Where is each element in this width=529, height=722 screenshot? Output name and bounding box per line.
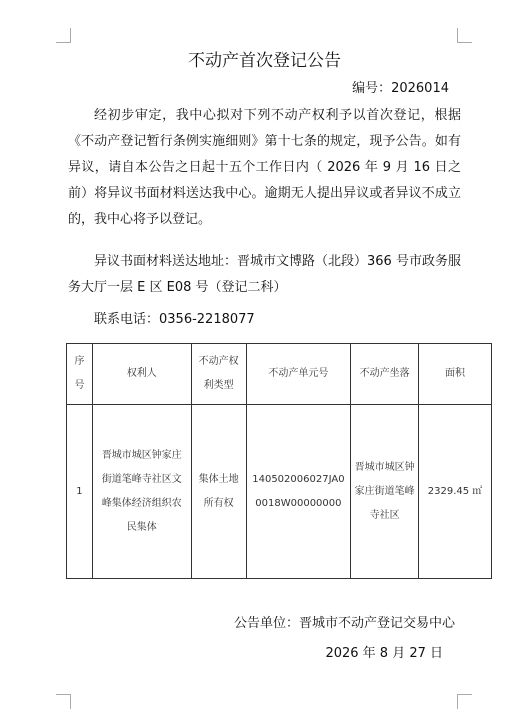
crop-mark-bottom-left: [56, 694, 71, 709]
property-table: [66, 343, 492, 579]
header-unit-number: 不动产单元号: [246, 344, 351, 405]
issuing-organization: 公告单位：晋城市不动产登记交易中心: [233, 616, 455, 631]
document-title: 不动产首次登记公告: [188, 51, 341, 71]
header-location: 不动产坐落: [351, 344, 419, 405]
body-paragraph-phone: 联系电话：0356-2218077: [94, 312, 255, 327]
body-paragraph-notice: 经初步审定，我中心拟对下列不动产权利予以首次登记，根据《不动产登记暂行条例实施细则》第十七条的规定，现予公告。如有异议，请自本公告之日起十五个工作日内（ 2026 年 9 月 16 日之前）将异议书面材料送达我中心。逾期无人提出异议或者异议不成立的，我中心将予以登记。: [68, 108, 461, 227]
cell-location: 晋城市城区钟家庄街道笔峰寺社区: [351, 405, 419, 579]
cell-right-holder: 晋城市城区钟家庄街道笔峰寺社区文峰集体经济组织农民集体: [92, 405, 191, 579]
header-right-type: 不动产权利类型: [191, 344, 246, 405]
header-area: 面积: [419, 344, 492, 405]
cell-unit-number: 140502006027JA00018W00000000: [246, 405, 351, 579]
cell-right-type: 集体土地所有权: [191, 405, 246, 579]
crop-mark-top-right: [457, 28, 472, 43]
header-right-holder: 权利人: [92, 344, 191, 405]
crop-mark-top-left: [56, 28, 71, 43]
serial-number: 编号：2026014: [352, 81, 449, 96]
body-paragraph-address: 异议书面材料送达地址：晋城市文博路（北段）366 号市政务服务大厅一层 E 区 E08 号（登记二科）: [68, 254, 461, 295]
table-row: [67, 405, 492, 579]
header-index: 序号: [67, 344, 93, 405]
cell-index: 1: [67, 405, 93, 579]
crop-mark-bottom-right: [457, 694, 472, 709]
cell-area: 2329.45 ㎡: [419, 405, 492, 579]
table-header-row: [67, 344, 492, 405]
issue-date: 2026 年 8 月 27 日: [325, 646, 443, 661]
